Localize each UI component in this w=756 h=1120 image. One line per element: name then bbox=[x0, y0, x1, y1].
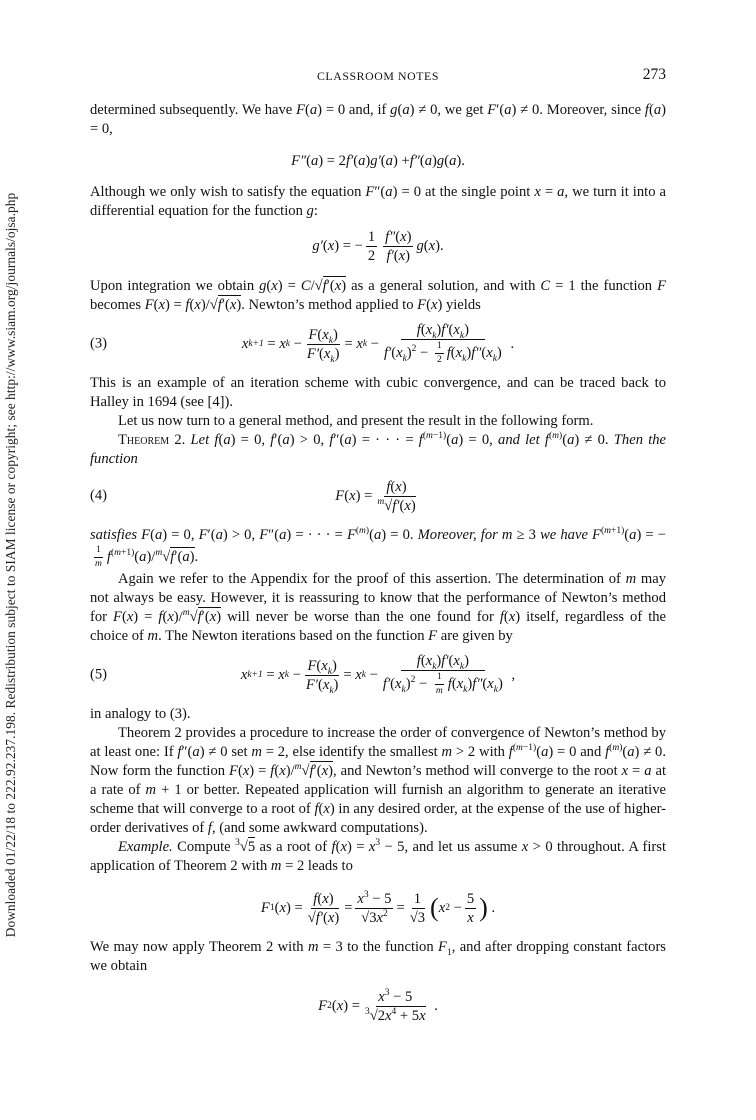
equation-number: (5) bbox=[90, 666, 108, 683]
equation-number: (3) bbox=[90, 335, 108, 352]
paragraph: We may now apply Theorem 2 with m = 3 to the function $F_1$, and after dropping constant factors we obtain bbox=[90, 939, 666, 974]
equation-differential: g′ ( x ) = − $\frac{1}{2}$ $\frac{f''(x)}{f'(x)}$ g ( x ). bbox=[312, 228, 444, 264]
paragraph: Upon integration we obtain g(x) = C/√f′(x) as a general solution, and with C = 1 the function F becomes F(x) = f(x)/√f′(x). Newton’s method applied to F(x) yields bbox=[90, 278, 667, 313]
equation-F1: F 1 ( x ) = $\frac{f(x)}{√f'(x)}$ = $\frac{x^3 - 5}{√3x^2}$ = $\frac{1}{√3}$ ( x 2 − $\frac{5}{x}$ ) . bbox=[260, 889, 496, 926]
equation-5: (5) x k+1 = x k − $\frac{F(x_k)}{F'(x_k)}$ = x k − $f(x_k)f'(x_k)$ $f'(x_k)^2$ − $\frac{1}{m}$ $f(x_k)f''(x_k)$ , bbox=[90, 653, 516, 696]
paragraph: This is an example of an iteration scheme with cubic convergence, and can be traced back to Halley in 1694 (see [4]). bbox=[90, 375, 666, 410]
paragraph: Again we refer to the Appendix for the proof of this assertion. The determination of m may not always be easy. However, it is reassuring to know that the performance of Newton’s method for F(x) = f(x)/$^m$√f′(x) will never be worse than the one found for f(x) itself, regardless of the choice of m. The Newton iterations based on the function F are given by bbox=[90, 571, 667, 644]
equation-F2: F 2 ( x ) = $\frac{x^3 - 5}{^3√2x^4 + 5x}$ . bbox=[318, 987, 438, 1024]
paragraph: Although we only wish to satisfy the equation F″(a) = 0 at the single point x = a, we turn it into a differential equation for the function g: bbox=[90, 184, 666, 219]
page-header bbox=[90, 64, 666, 88]
equation-4: (4) F ( x ) = $\frac{f(x)}{^m√f'(x)}$ bbox=[90, 478, 416, 514]
paragraph: satisfies F(a) = 0, F′(a) > 0, F″(a) = · · · = $F^{(m)}(a) = 0$. Moreover, for m ≥ 3 we have $F^{(m+1)}(a)$ = − $\frac{1}{m}$ $f^{(m+1)}(a)/^m√f'(a)$. bbox=[90, 526, 666, 569]
download-sidebar-notice bbox=[2, 50, 20, 1080]
equation-3: (3) x k+1 = x k − $\frac{F(x_k)}{F'(x_k)}$ = x k − $f(x_k)f'(x_k)$ $f'(x_k)^2$ − $\frac{1}{2}$ $f(x_k)f''(x_k)$ . bbox=[90, 322, 515, 365]
article-body bbox=[90, 101, 666, 1028]
paragraph: determined subsequently. We have F(a) = 0 and, if g(a) ≠ 0, we get F′(a) ≠ 0. Moreover, since f(a) = 0, bbox=[90, 102, 666, 137]
theorem-2: Theorem 2. Let f(a) = 0, f′(a) > 0, f″(a) = · · · = $f^{(m-1)}(a) = 0$, and let $f^{(m)}(a) \ne 0$. Then the function bbox=[90, 431, 667, 467]
theorem-label: Theorem 2. bbox=[118, 432, 186, 448]
equation-number: (4) bbox=[90, 487, 108, 504]
running-title: CLASSROOM NOTES bbox=[316, 69, 440, 83]
paragraph: Let us now turn to a general method, and present the result in the following form. bbox=[118, 413, 594, 429]
paragraph: Theorem 2 provides a procedure to increase the order of convergence of Newton’s method by at least one: If f″(a) ≠ 0 set m = 2, else identify the smallest m > 2 with $f^{(m-1)}(a) = 0$ and $f^{(m)}(a) \ne 0$. Now form the function F(x) = f(x)/$^m$√f′(x), and Newton’s method will converge to the root x = a at a rate of m + 1 or better. Repeated application will furnish an algorithm to generate an iterative scheme that will converge to a root of f(x) in any desired order, at the expense of the use of higher-order derivatives of f, (and some awkward computations). bbox=[90, 725, 667, 836]
download-notice-text: Downloaded 01/22/18 to 222.92.237.198. Redistribution subject to SIAM license or copyright; see http://www.siam.org/journals/ojsa.php bbox=[3, 192, 18, 938]
page-number: 273 bbox=[642, 66, 666, 83]
equation-fpp: F″ ( a ) = 2 f′ ( a ) g′ ( a ) + f″ ( a ) g ( a ). bbox=[291, 152, 465, 169]
example-paragraph: Example. Compute $^3$√5 as a root of $f(x) = x^3 - 5$, and let us assume x > 0 throughout. A first application of Theorem 2 with m = 2 leads to bbox=[90, 838, 667, 874]
paragraph: in analogy to (3). bbox=[90, 706, 191, 722]
example-label: Example. bbox=[118, 839, 173, 855]
